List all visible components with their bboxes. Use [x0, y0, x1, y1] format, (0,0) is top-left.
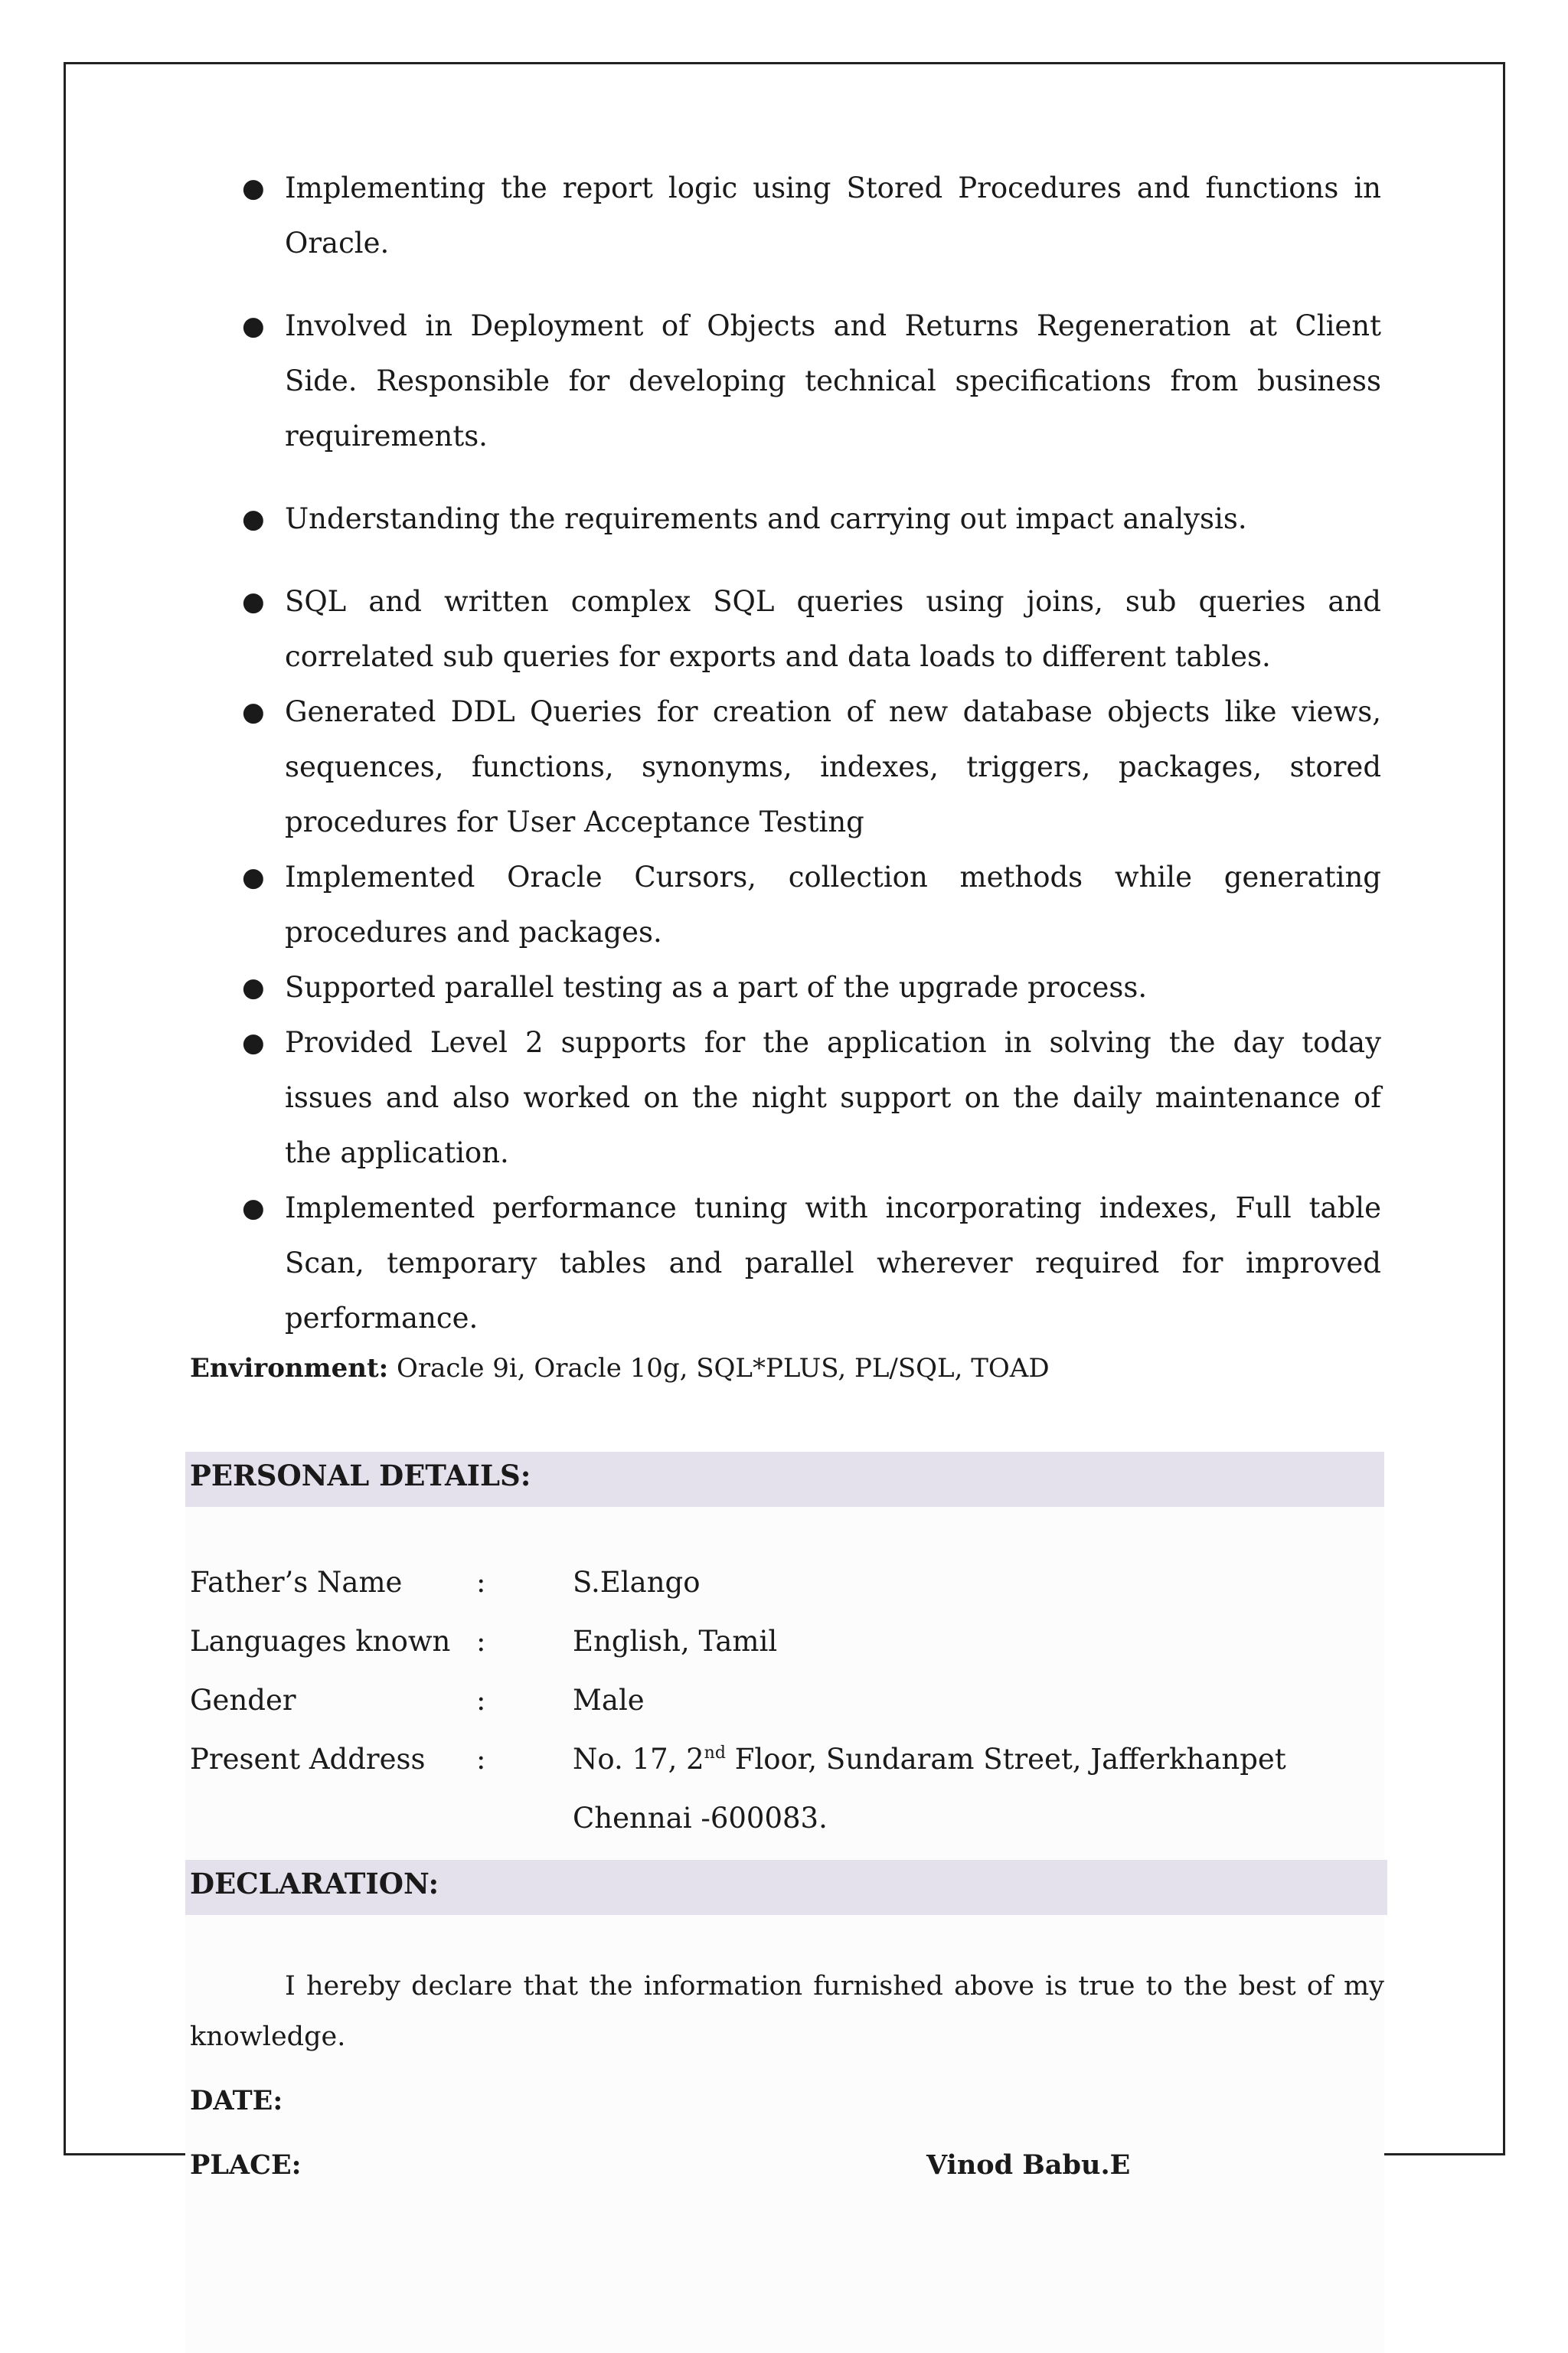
signature-name: Vinod Babu.E	[926, 2149, 1131, 2181]
place-row	[190, 2146, 1384, 2185]
bullet-icon: ●	[242, 587, 265, 617]
list-item	[190, 492, 1381, 547]
detail-value: S.Elango	[573, 1566, 701, 1599]
detail-label: Languages known	[190, 1625, 451, 1658]
detail-row	[190, 1730, 1384, 1789]
list-item	[190, 1015, 1381, 1181]
list-item	[190, 1181, 1381, 1346]
ordinal-suffix: nd	[704, 1744, 726, 1763]
declaration-heading	[185, 1860, 1387, 1915]
bullet-text: Understanding the requirements and carrying out impact analysis.	[285, 502, 1247, 535]
bullet-icon: ●	[242, 972, 265, 1003]
detail-separator: :	[476, 1743, 486, 1776]
detail-value: English, Tamil	[573, 1625, 778, 1658]
detail-row	[190, 1671, 1384, 1730]
bullet-icon: ●	[242, 311, 265, 342]
list-item	[190, 161, 1381, 271]
bullet-icon: ●	[242, 1193, 265, 1224]
list-item	[190, 299, 1381, 464]
detail-label: Gender	[190, 1684, 296, 1717]
bullet-text: SQL and written complex SQL queries using joins, sub queries and correlated sub queries for exports and data loads to different tables.	[285, 585, 1381, 673]
personal-details-heading	[185, 1452, 1384, 1507]
detail-separator: :	[476, 1684, 486, 1717]
detail-row	[190, 1789, 1384, 1848]
bullet-icon: ●	[242, 697, 265, 727]
list-item	[190, 685, 1381, 850]
bullet-text: Provided Level 2 supports for the application in solving the day today issues and also worked on the night support on the daily maintenance of the application.	[285, 1026, 1381, 1169]
section-title: DECLARATION:	[190, 1867, 439, 1900]
details-area	[185, 1507, 1384, 2353]
bullet-icon: ●	[242, 504, 265, 534]
address-part: Floor, Sundaram Street, Jafferkhanpet	[725, 1743, 1286, 1776]
list-item	[190, 574, 1381, 685]
detail-label: Present Address	[190, 1743, 426, 1776]
declaration-text: I hereby declare that the information furnished above is true to the best of my knowledge.	[190, 1971, 1384, 2052]
environment-label: Environment:	[190, 1353, 389, 1384]
detail-separator: :	[476, 1566, 486, 1599]
date-row	[190, 2082, 1384, 2120]
bullet-text: Involved in Deployment of Objects and Returns Regeneration at Client Side. Responsible for developing technical specifications from business requirements.	[285, 309, 1381, 453]
bullet-icon: ●	[242, 173, 265, 204]
bullet-text: Implemented Oracle Cursors, collection methods while generating procedures and packages.	[285, 861, 1381, 949]
resume-page-content	[190, 161, 1384, 2353]
bullet-text: Supported parallel testing as a part of the upgrade process.	[285, 971, 1148, 1004]
list-item	[190, 960, 1381, 1015]
address-line-2: Chennai -600083.	[573, 1802, 828, 1835]
bullet-icon: ●	[242, 1028, 265, 1058]
detail-label: Father’s Name	[190, 1566, 403, 1599]
environment-value: Oracle 9i, Oracle 10g, SQL*PLUS, PL/SQL, TOAD	[397, 1353, 1050, 1384]
detail-separator: :	[476, 1625, 486, 1658]
place-label: PLACE:	[190, 2149, 302, 2181]
bullet-text: Generated DDL Queries for creation of new database objects like views, sequences, functions, synonyms, indexes, triggers, packages, stored procedures for User Acceptance Testing	[285, 695, 1381, 838]
bullet-icon: ●	[242, 862, 265, 893]
detail-row	[190, 1612, 1384, 1671]
detail-row	[190, 1553, 1384, 1612]
personal-details-table	[190, 1507, 1384, 1860]
section-title: PERSONAL DETAILS:	[190, 1459, 531, 1492]
bullet-text: Implementing the report logic using Stored Procedures and functions in Oracle.	[285, 172, 1381, 260]
date-label: DATE:	[190, 2085, 283, 2116]
address-value	[573, 1730, 1384, 1789]
detail-value: Male	[573, 1684, 645, 1717]
environment-line	[190, 1349, 1381, 1387]
list-item	[190, 850, 1381, 960]
bullet-text: Implemented performance tuning with incorporating indexes, Full table Scan, temporary tables and parallel wherever required for improved performance.	[285, 1191, 1381, 1335]
address-part: No. 17, 2	[573, 1743, 704, 1776]
responsibilities-list	[190, 161, 1381, 1346]
